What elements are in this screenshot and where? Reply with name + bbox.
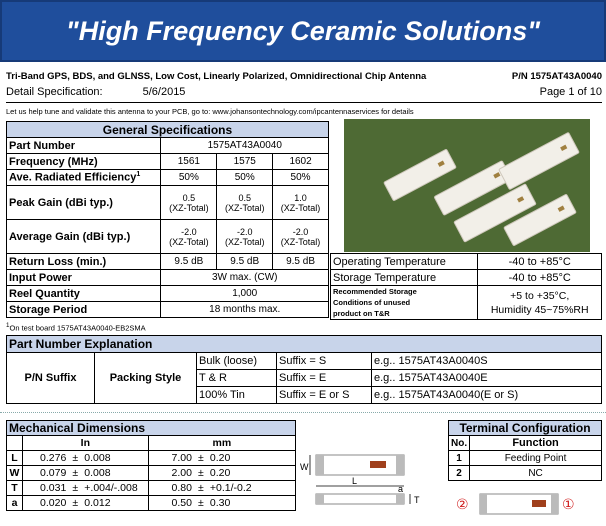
mech-pm: ± [68, 466, 82, 481]
eff-1: 50% [161, 170, 217, 186]
mech-header: Mechanical Dimensions [7, 421, 296, 436]
pne-eg-1: e.g.. 1575AT43A0040S [372, 353, 602, 370]
peak-gain-3 [273, 186, 329, 220]
avg-val: -2.0 [236, 226, 253, 237]
avg-gain-1 [161, 220, 217, 254]
mech-tol: +0.1/-0.2 [208, 481, 296, 496]
mechanical-dimensions-table [6, 420, 296, 511]
mech-pm: ± [68, 451, 82, 466]
mech-pm: ± [194, 481, 208, 496]
peak-gain-1 [161, 186, 217, 220]
mech-tol: +.004/-.008 [82, 481, 148, 496]
product-description: Tri-Band GPS, BDS, and GLNSS, Low Cost, Linearly Polarized, Omnidirectional Chip Antenna [6, 71, 427, 82]
rec-storage-value [478, 286, 602, 320]
mech-tol: 0.012 [82, 496, 148, 511]
term-fn-2: NC [470, 466, 602, 481]
rec-storage-label [331, 286, 478, 320]
mech-corner [7, 436, 23, 451]
mech-val: 0.50 [148, 496, 194, 511]
title-banner [0, 0, 606, 62]
pne-eg-2: e.g.. 1575AT43A0040E [372, 370, 602, 387]
efficiency-label [7, 170, 161, 186]
environment-table [330, 253, 602, 320]
storage-period-value: 18 months max. [161, 302, 329, 318]
term-fn-1: Feeding Point [470, 451, 602, 466]
peak-val: 0.5 [238, 192, 251, 203]
rs-v2: Humidity 45~75%RH [490, 303, 589, 316]
rs-v1: +5 to +35°C, [510, 289, 570, 302]
peak-gain-2 [217, 186, 273, 220]
term-header: Terminal Configuration [449, 421, 602, 436]
mech-pm: ± [68, 481, 82, 496]
input-power-value: 3W max. (CW) [161, 270, 329, 286]
terminal-2-marker: ② [456, 497, 469, 513]
frequency-label: Frequency (MHz) [7, 154, 161, 170]
mech-dim-a: a [7, 496, 23, 511]
detail-line [6, 86, 602, 103]
mech-mm-header: mm [148, 436, 295, 451]
freq-1: 1561 [161, 154, 217, 170]
mech-tol: 0.008 [82, 466, 148, 481]
general-spec-table [6, 121, 329, 318]
term-no-header: No. [449, 436, 470, 451]
mech-tol: 0.008 [82, 451, 148, 466]
dim-label-w: W [300, 462, 309, 472]
top-view [310, 455, 404, 475]
storage-temp-value: -40 to +85°C [478, 270, 602, 286]
footnote [6, 322, 146, 333]
antenna-photo [344, 119, 590, 252]
mech-dim-t: T [7, 481, 23, 496]
mech-pm: ± [194, 451, 208, 466]
dim-label-a: a [398, 484, 404, 494]
return-loss-label: Return Loss (min.) [7, 254, 161, 270]
reel-quantity-label: Reel Quantity [7, 286, 161, 302]
dim-label-l: L [352, 476, 358, 486]
mech-val: 0.031 [22, 481, 68, 496]
storage-temp-label: Storage Temperature [331, 270, 478, 286]
avg-plane: (XZ-Total) [169, 236, 209, 247]
terminal-1-marker: ① [562, 497, 575, 513]
pne-suffix-2: Suffix = E [277, 370, 372, 387]
avg-val: -2.0 [292, 226, 309, 237]
avg-gain-3 [273, 220, 329, 254]
rl-1: 9.5 dB [161, 254, 217, 270]
avg-plane: (XZ-Total) [224, 236, 265, 247]
mech-dim-w: W [7, 466, 23, 481]
mech-val: 0.020 [22, 496, 68, 511]
pne-eg-3: e.g.. 1575AT43A0040(E or S) [372, 387, 602, 404]
part-number-label: Part Number [7, 138, 161, 154]
mech-pm: ± [194, 466, 208, 481]
mech-val: 7.00 [148, 451, 194, 466]
mech-val: 2.00 [148, 466, 194, 481]
pne-header: Part Number Explanation [7, 336, 602, 353]
pne-suffix-1: Suffix = S [277, 353, 372, 370]
op-temp-value: -40 to +85°C [478, 254, 602, 270]
eff-3: 50% [273, 170, 329, 186]
freq-3: 1602 [273, 154, 329, 170]
terminal-drawing [452, 488, 602, 520]
term-fn-header: Function [470, 436, 602, 451]
mech-pm: ± [194, 496, 208, 511]
divider [0, 412, 606, 413]
pne-suffix-3: Suffix = E or S [277, 387, 372, 404]
freq-2: 1575 [217, 154, 273, 170]
pne-pack-1: Bulk (loose) [197, 353, 277, 370]
avg-plane: (XZ-Total) [280, 236, 321, 247]
help-text: Let us help tune and validate this antenna to your PCB, go to: www.johansontechnology.com/ipcantennaservices for details [6, 107, 414, 116]
mech-in-header: In [22, 436, 148, 451]
footnote-text: On test board 1575AT43A0040-EB2SMA [9, 323, 146, 333]
mech-pm: ± [68, 496, 82, 511]
storage-period-label: Storage Period [7, 302, 161, 318]
product-line [6, 71, 602, 82]
general-spec-header: General Specifications [7, 122, 329, 138]
mech-tol: 0.30 [208, 496, 296, 511]
peak-gain-label: Peak Gain (dBi typ.) [7, 186, 161, 220]
mech-val: 0.276 [22, 451, 68, 466]
efficiency-text: Ave. Radiated Efficiency [9, 171, 137, 184]
product-part-number: P/N 1575AT43A0040 [511, 71, 602, 82]
part-number-explanation [6, 335, 602, 404]
term-no-1: 1 [449, 451, 470, 466]
peak-val: 0.5 [182, 192, 196, 203]
dim-label-t: T [414, 495, 420, 505]
peak-plane: (XZ-Total) [169, 202, 209, 213]
term-no-2: 2 [449, 466, 470, 481]
detail-date: 5/6/2015 [142, 86, 186, 98]
avg-gain-label: Average Gain (dBi typ.) [7, 220, 161, 254]
mech-val: 0.80 [148, 481, 194, 496]
rs-l1: Recommended Storage [333, 287, 417, 296]
mech-tol: 0.20 [208, 451, 296, 466]
avg-val: -2.0 [181, 226, 197, 237]
detail-label: Detail Specification: [6, 86, 103, 98]
mechanical-drawing [298, 446, 438, 522]
footnote-mark: 1 [6, 322, 10, 329]
side-view [316, 494, 410, 504]
mech-dim-l: L [7, 451, 23, 466]
pn-suffix-label: P/N Suffix [7, 353, 95, 404]
peak-plane: (XZ-Total) [224, 202, 265, 213]
peak-val: 1.0 [294, 192, 307, 203]
peak-plane: (XZ-Total) [280, 202, 321, 213]
part-number-value: 1575AT43A0040 [161, 138, 329, 154]
terminal-config-table [448, 420, 602, 481]
page-number: Page 1 of 10 [539, 86, 602, 98]
pne-pack-3: 100% Tin [197, 387, 277, 404]
avg-gain-2 [217, 220, 273, 254]
efficiency-footnote: 1 [136, 171, 141, 179]
chip-image [498, 132, 580, 191]
op-temp-label: Operating Temperature [331, 254, 478, 270]
page-title: "High Frequency Ceramic Solutions" [65, 16, 541, 46]
rs-l2: Conditions of unused [333, 298, 411, 307]
rl-3: 9.5 dB [273, 254, 329, 270]
mech-tol: 0.20 [208, 466, 296, 481]
reel-quantity-value: 1,000 [161, 286, 329, 302]
packing-style-label: Packing Style [95, 353, 197, 404]
rs-l3: product on T&R [333, 309, 390, 318]
eff-2: 50% [217, 170, 273, 186]
mech-val: 0.079 [22, 466, 68, 481]
input-power-label: Input Power [7, 270, 161, 286]
rl-2: 9.5 dB [217, 254, 273, 270]
pne-pack-2: T & R [197, 370, 277, 387]
